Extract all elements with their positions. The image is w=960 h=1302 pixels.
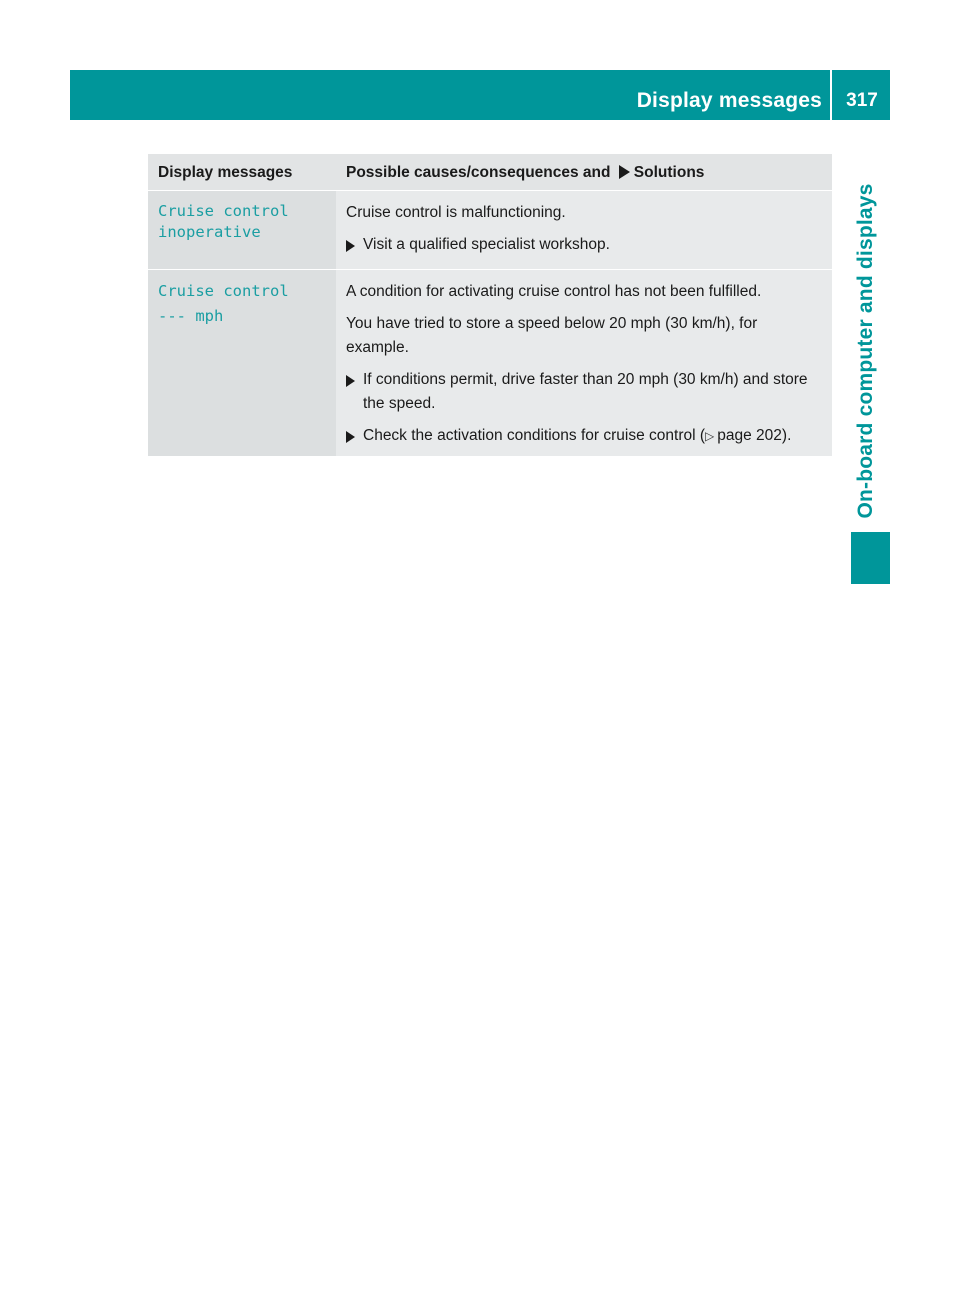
page-reference-link[interactable]: page 202).	[717, 427, 792, 444]
solution-step	[346, 233, 822, 257]
page-header-bar	[70, 70, 890, 120]
display-message-cell	[148, 191, 336, 270]
causes-solutions-cell	[336, 191, 832, 270]
table-header-row	[148, 154, 832, 191]
side-tab-marker	[851, 532, 890, 584]
solution-text: If conditions permit, drive faster than 20 mph (30 km/h) and store the speed.	[363, 371, 808, 412]
display-message-cell	[148, 270, 336, 457]
solution-text: Check the activation conditions for cruise control (	[363, 427, 706, 444]
column-header-causes-label: Possible causes/consequences and	[346, 164, 611, 181]
column-header-display-messages: Display messages	[148, 154, 336, 191]
side-tab-label: On-board computer and displays	[854, 182, 877, 519]
page-reference-icon: ▷	[705, 429, 715, 443]
cause-text: You have tried to store a speed below 20 mph (30 km/h), for example.	[346, 315, 758, 356]
causes-solutions-cell	[336, 270, 832, 457]
page-number: 317	[846, 90, 878, 111]
column-header-solutions-label: Solutions	[633, 164, 705, 181]
column-header-causes-solutions	[336, 154, 832, 191]
table-row	[148, 270, 832, 457]
header-divider	[830, 70, 832, 120]
solution-step	[346, 368, 822, 416]
display-messages-table	[148, 154, 832, 457]
solution-step	[346, 424, 822, 448]
arrow-right-icon	[346, 375, 355, 387]
cause-text: A condition for activating cruise control has not been fulfilled.	[346, 283, 762, 300]
solution-text: Visit a qualified specialist workshop.	[363, 236, 610, 253]
arrow-right-icon	[619, 165, 630, 179]
side-tab	[836, 168, 896, 533]
display-message-line: Cruise control	[158, 282, 289, 300]
cause-text: Cruise control is malfunctioning.	[346, 204, 566, 221]
arrow-right-icon	[346, 431, 355, 443]
section-title: Display messages	[636, 89, 822, 112]
table-row	[148, 191, 832, 270]
display-message-line: Cruise control	[158, 202, 289, 220]
display-message-line: inoperative	[158, 223, 261, 241]
display-message-line: --- mph	[158, 307, 224, 325]
arrow-right-icon	[346, 240, 355, 252]
